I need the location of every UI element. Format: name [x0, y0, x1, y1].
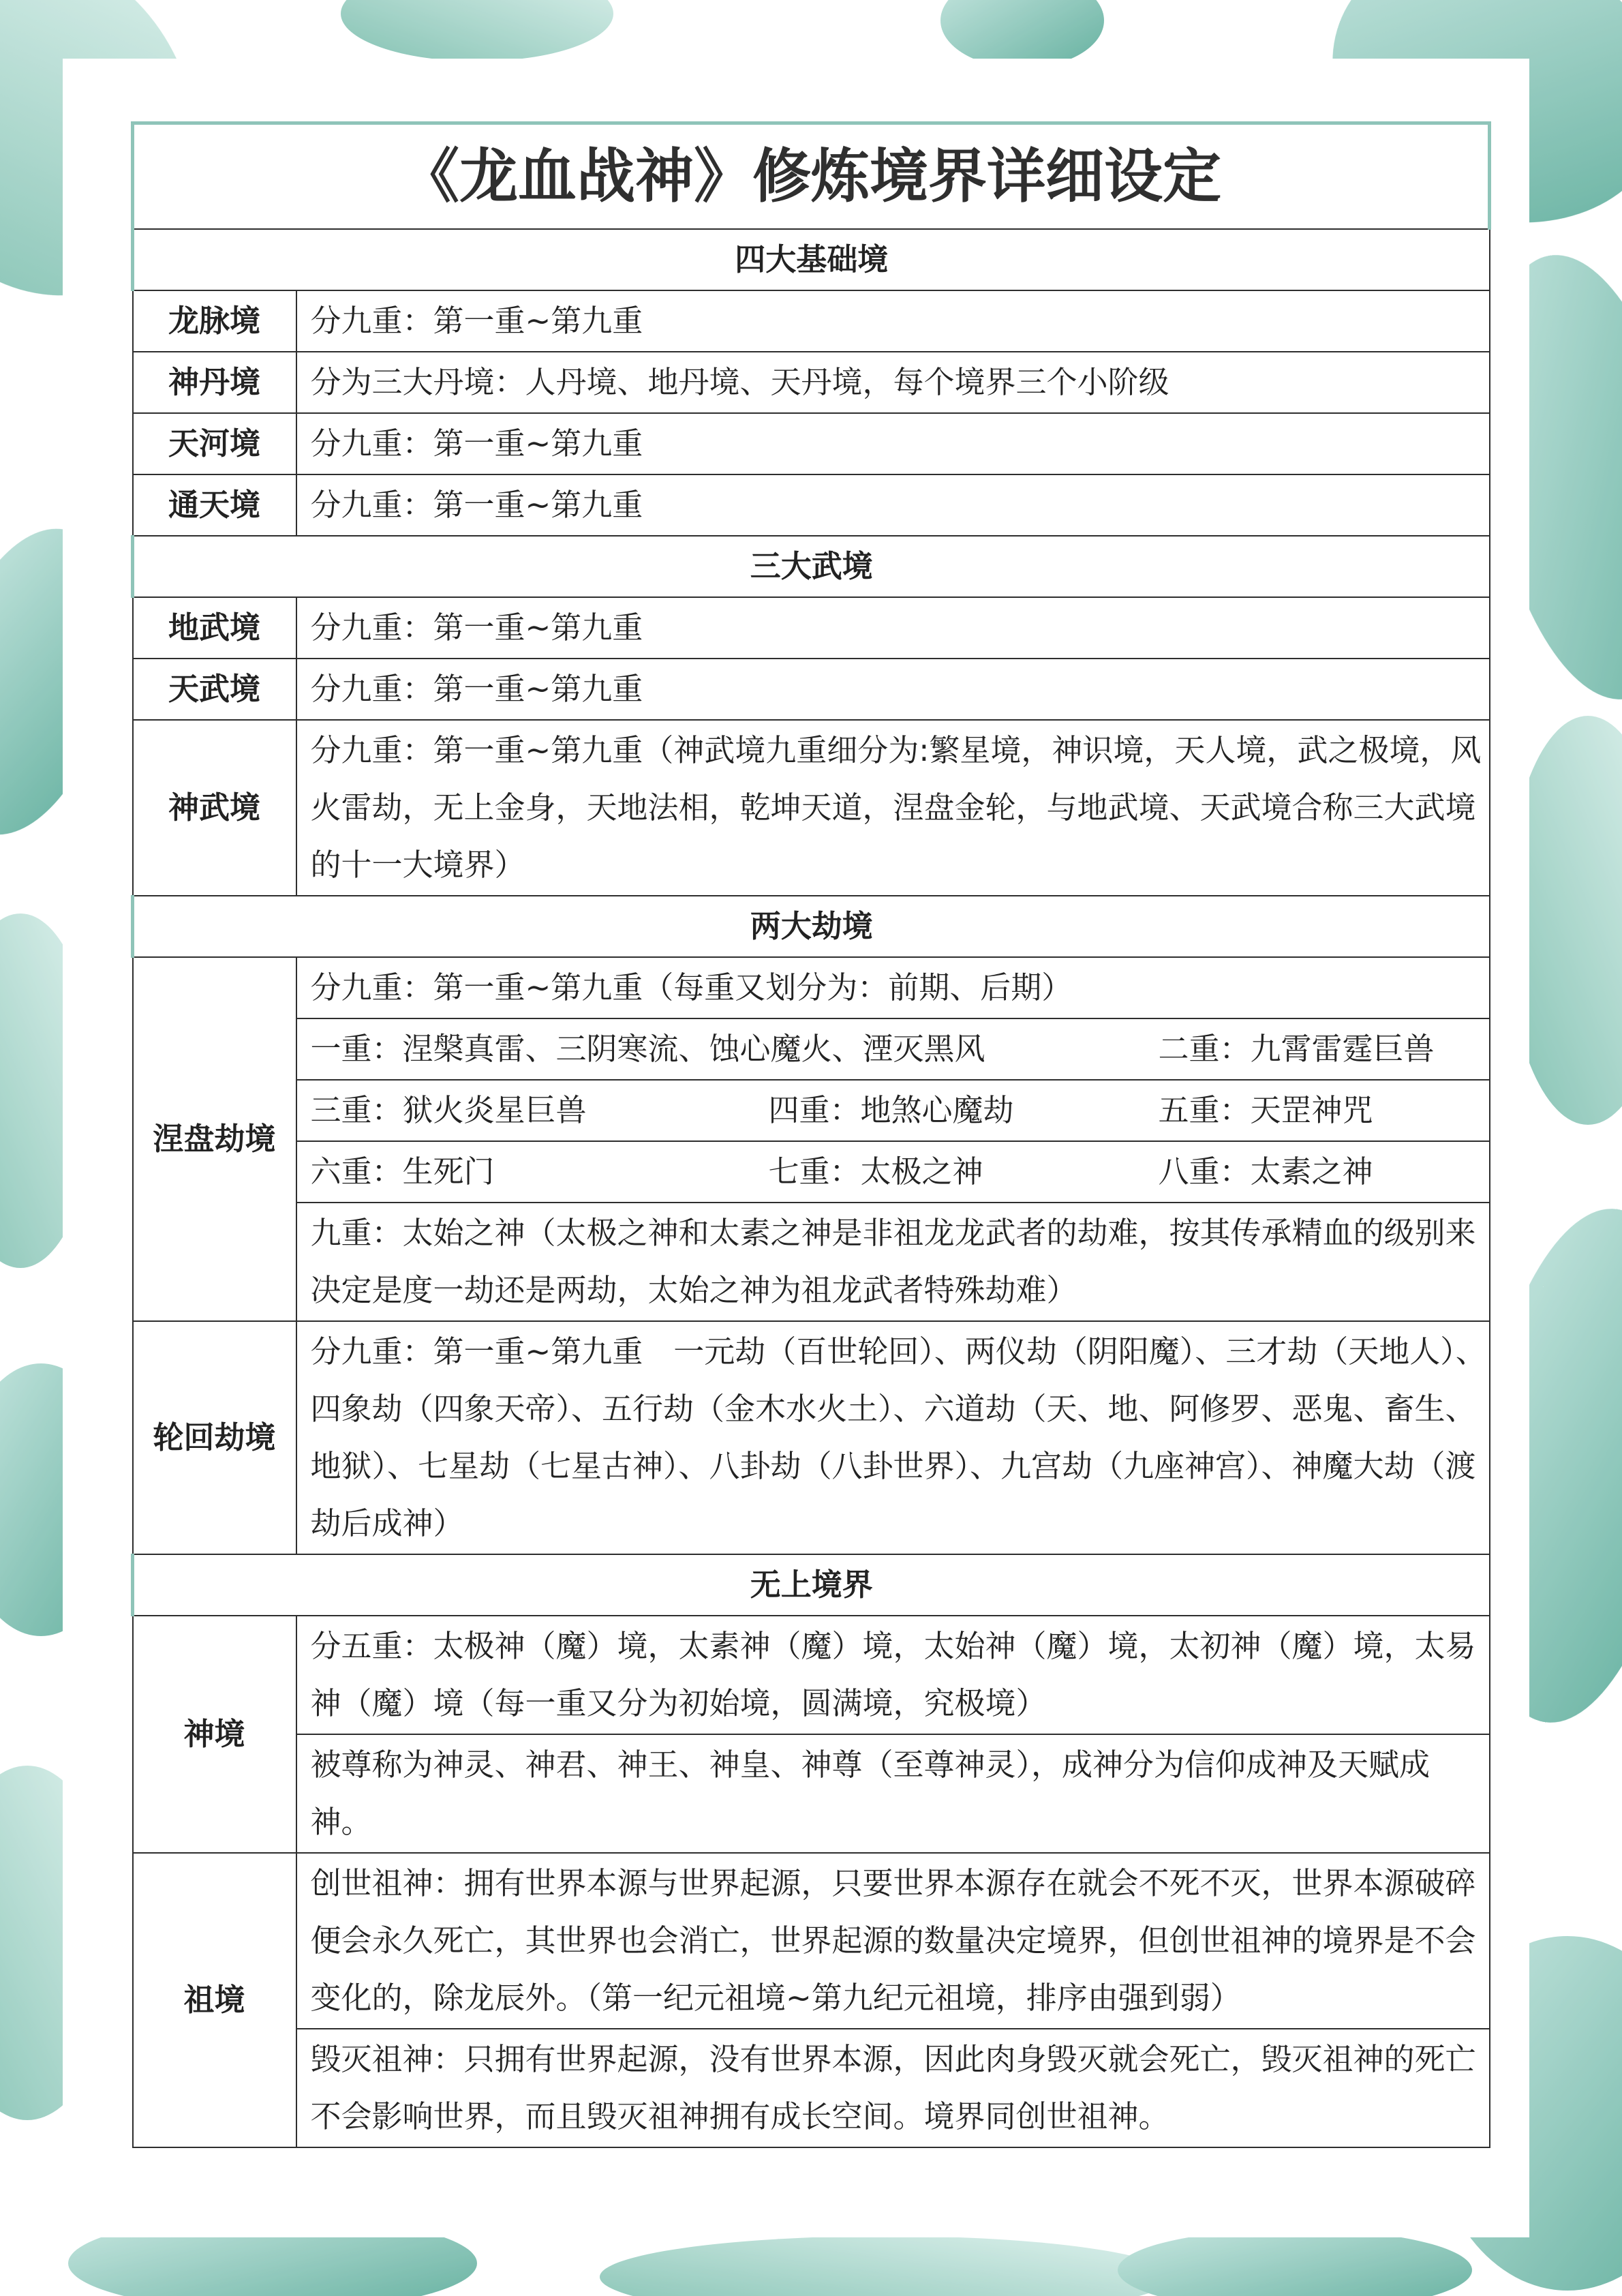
realm-name: 神丹境 [133, 352, 296, 413]
niepan-stage: 一重：涅槃真雷、三阴寒流、蚀心魔火、湮灭黑风 [310, 1031, 985, 1067]
zu-desc-1: 创世祖神：拥有世界本源与世界起源，只要世界本源存在就会不死不灭，世界本源破碎便会永久死亡，其世界也会消亡，世界起源的数量决定境界，但创世祖神的境界是不会变化的，除龙辰外。（第一纪元祖境~第九纪元祖境，排序由强到弱） [296, 1853, 1490, 2029]
realm-desc: 分九重：第一重~第九重 [296, 290, 1490, 352]
realm-name: 龙脉境 [133, 290, 296, 352]
niepan-stage: 五重：天罡神咒 [1158, 1092, 1373, 1128]
section-heading-supreme: 无上境界 [133, 1554, 1490, 1616]
realm-name-lunhui: 轮回劫境 [133, 1321, 296, 1554]
shen-desc-1: 分五重：太极神（魔）境，太素神（魔）境，太始神（魔）境，太初神（魔）境，太易神（魔）境（每一重又分为初始境，圆满境，究极境） [296, 1616, 1490, 1734]
realm-name: 神武境 [133, 720, 296, 896]
niepan-stage: 三重：狱火炎星巨兽 [310, 1092, 587, 1128]
realm-desc: 分九重：第一重~第九重 [296, 659, 1490, 720]
niepan-stage: 六重：生死门 [310, 1153, 495, 1190]
realm-desc: 分九重：第一重~第九重（神武境九重细分为:繁星境，神识境，天人境，武之极境，风火雷劫，无上金身，天地法相，乾坤天道，涅盘金轮，与地武境、天武境合称三大武境的十一大境界） [296, 720, 1490, 896]
page-title: 《龙血战神》修炼境界详细设定 [133, 123, 1490, 230]
realm-table [131, 121, 1491, 2148]
niepan-stage-nine: 九重：太始之神（太极之神和太素之神是非祖龙龙武者的劫难，按其传承精血的级别来决定是度一劫还是两劫，太始之神为祖龙武者特殊劫难） [296, 1203, 1490, 1321]
realm-desc: 分为三大丹境：人丹境、地丹境、天丹境，每个境界三个小阶级 [296, 352, 1490, 413]
niepan-stage-row [296, 1080, 1490, 1141]
section-heading-basic: 四大基础境 [133, 229, 1490, 290]
realm-name-niepan: 涅盘劫境 [133, 957, 296, 1321]
realm-desc: 分九重：第一重~第九重 [296, 413, 1490, 474]
realm-name-zu: 祖境 [133, 1853, 296, 2147]
section-heading-tribulation: 两大劫境 [133, 896, 1490, 957]
realm-desc: 分九重：第一重~第九重 [296, 474, 1490, 536]
realm-name: 通天境 [133, 474, 296, 536]
niepan-overview: 分九重：第一重~第九重（每重又划分为：前期、后期） [296, 957, 1490, 1018]
realm-name-shen: 神境 [133, 1616, 296, 1853]
zu-desc-2: 毁灭祖神：只拥有世界起源，没有世界本源，因此肉身毁灭就会死亡，毁灭祖神的死亡不会影响世界，而且毁灭祖神拥有成长空间。境界同创世祖神。 [296, 2029, 1490, 2147]
section-heading-martial: 三大武境 [133, 536, 1490, 597]
niepan-stage: 四重：地煞心魔劫 [768, 1092, 1014, 1128]
niepan-stage: 七重：太极之神 [768, 1153, 983, 1190]
lunhui-desc: 分九重：第一重~第九重 一元劫（百世轮回）、两仪劫（阴阳魔）、三才劫（天地人）、四象劫（四象天帝）、五行劫（金木水火土）、六道劫（天、地、阿修罗、恶鬼、畜生、地狱）、七星劫（七星古神）、八卦劫（八卦世界）、九宫劫（九座神宫）、神魔大劫（渡劫后成神） [296, 1321, 1490, 1554]
realm-name: 地武境 [133, 597, 296, 659]
niepan-stage-row [296, 1141, 1490, 1203]
realm-desc: 分九重：第一重~第九重 [296, 597, 1490, 659]
shen-desc-2: 被尊称为神灵、神君、神王、神皇、神尊（至尊神灵），成神分为信仰成神及天赋成神。 [296, 1734, 1490, 1853]
niepan-stage: 八重：太素之神 [1158, 1153, 1373, 1190]
realm-name: 天河境 [133, 413, 296, 474]
realm-name: 天武境 [133, 659, 296, 720]
niepan-stage-row [296, 1018, 1490, 1080]
niepan-stage: 二重：九霄雷霆巨兽 [1158, 1031, 1435, 1067]
